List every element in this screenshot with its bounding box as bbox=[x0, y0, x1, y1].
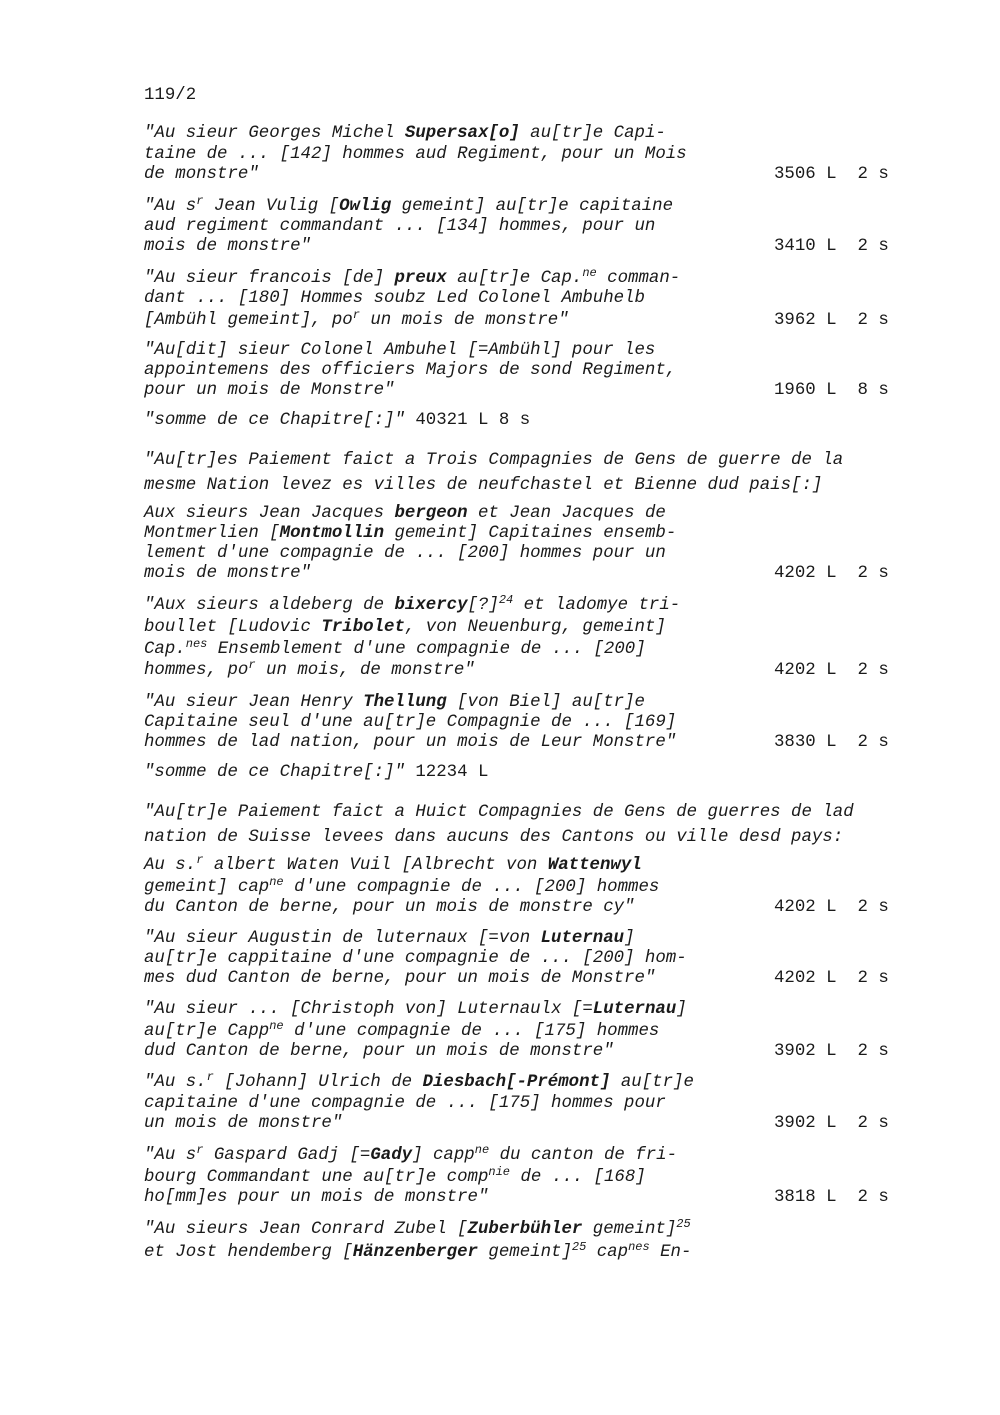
amount: 4202 L 2 s bbox=[774, 898, 889, 917]
text-line bbox=[144, 308, 569, 331]
text-segment: au[tr]e cappitaine d'une compagnie de ... [200] hom- bbox=[144, 949, 687, 968]
text-segment: Jean Vulig [ bbox=[203, 197, 340, 216]
amount: 4202 L 2 s bbox=[774, 564, 889, 583]
bold-name: Gady bbox=[370, 1146, 413, 1165]
text-segment: [?] bbox=[467, 596, 499, 615]
text-line bbox=[144, 828, 843, 848]
text-segment: au[tr]e Capi- bbox=[519, 124, 666, 143]
text-line bbox=[144, 1070, 694, 1093]
text-segment: taine de ... [142] hommes aud Regiment, pour un Mois bbox=[144, 145, 687, 164]
text-line bbox=[144, 875, 660, 898]
text-segment: mois de monstre" bbox=[144, 237, 311, 256]
text-line bbox=[144, 969, 655, 989]
bold-name: Luternau bbox=[540, 929, 625, 948]
text-segment: hommes, po bbox=[144, 661, 249, 680]
text-line bbox=[144, 637, 646, 660]
text-line bbox=[144, 733, 676, 753]
text-line bbox=[144, 1143, 678, 1166]
text-segment: , von Neuenburg, gemeint] bbox=[404, 618, 666, 637]
text-segment: "Au sieur Jean Henry bbox=[144, 693, 364, 712]
bold-name: Wattenwyl bbox=[547, 856, 642, 875]
superscript: 25 bbox=[571, 1240, 587, 1254]
text-segment: du canton de fri- bbox=[489, 1146, 678, 1165]
text-line bbox=[144, 1019, 660, 1042]
text-segment: dant ... [180] Hommes soubz Led Colonel Ambuhelb bbox=[144, 289, 645, 308]
text-segment: au[tr]e Cap. bbox=[446, 269, 583, 288]
text-segment: et Jost hendemberg [ bbox=[144, 1243, 353, 1262]
superscript: ne bbox=[582, 266, 597, 280]
chapter-sum bbox=[144, 763, 488, 783]
text-line bbox=[144, 1042, 614, 1062]
text-segment: Aux sieurs Jean Jacques bbox=[144, 504, 395, 523]
bold-name: Tribolet bbox=[321, 618, 405, 637]
text-segment: bourg Commandant une au[tr]e comp bbox=[144, 1168, 489, 1187]
text-segment: Capitaine seul d'une au[tr]e Compagnie de ... [169] bbox=[144, 713, 677, 732]
text-line bbox=[144, 476, 822, 496]
text-segment: En- bbox=[649, 1243, 692, 1262]
bold-name: Zuberbühler bbox=[467, 1220, 583, 1239]
text-line bbox=[144, 949, 687, 969]
text-line bbox=[144, 929, 635, 949]
text-line bbox=[144, 217, 655, 237]
text-line bbox=[144, 1114, 342, 1134]
text-line bbox=[144, 1240, 692, 1263]
text-segment: un mois de monstre" bbox=[359, 311, 569, 330]
text-segment: "Au sieurs Jean Conrard Zubel [ bbox=[144, 1220, 468, 1239]
text-segment: 12234 L bbox=[404, 763, 489, 782]
text-line bbox=[144, 713, 676, 733]
bold-name: Montmollin bbox=[279, 524, 385, 543]
text-line bbox=[144, 145, 687, 165]
text-segment: Cap. bbox=[144, 640, 186, 659]
text-line bbox=[144, 165, 259, 185]
text-segment: ] bbox=[624, 929, 635, 948]
text-segment: gemeint] Capitaines ensemb- bbox=[384, 524, 677, 543]
bold-name: preux bbox=[394, 269, 447, 288]
text-line bbox=[144, 1217, 691, 1240]
text-segment: "Au[dit] sieur Colonel Ambuhel [=Ambühl] pour les bbox=[144, 341, 656, 360]
text-line bbox=[144, 898, 635, 918]
text-segment: un mois de monstre" bbox=[144, 1114, 343, 1133]
text-segment: "Au s bbox=[144, 1146, 197, 1165]
text-segment: "Au[tr]es Paiement faict a Trois Compagnies de Gens de guerre de la bbox=[144, 451, 844, 470]
superscript: 25 bbox=[676, 1217, 691, 1231]
bold-name: bixercy bbox=[394, 596, 468, 615]
text-segment: de monstre" bbox=[144, 165, 259, 184]
bold-name: bergeon bbox=[394, 504, 468, 523]
text-segment: "Au s bbox=[144, 197, 197, 216]
text-segment: "Au sieur Georges Michel bbox=[144, 124, 405, 143]
superscript: ne bbox=[269, 875, 284, 889]
text-line bbox=[144, 658, 475, 681]
superscript: nie bbox=[488, 1165, 511, 1179]
text-segment: "Aux sieurs aldeberg de bbox=[144, 596, 395, 615]
amount: 3506 L 2 s bbox=[774, 165, 889, 184]
text-segment: et Jean Jacques de bbox=[467, 504, 666, 523]
text-segment: gemeint] bbox=[477, 1243, 572, 1262]
text-segment: gemeint] cap bbox=[144, 878, 270, 897]
text-segment: Montmerlien [ bbox=[144, 524, 280, 543]
amount: 3818 L 2 s bbox=[774, 1188, 889, 1207]
superscript: ne bbox=[269, 1019, 284, 1033]
superscript: r bbox=[248, 658, 256, 672]
text-line bbox=[144, 266, 681, 289]
text-segment: appointemens des officiers Majors de sond Regiment, bbox=[144, 361, 677, 380]
text-line bbox=[144, 1165, 646, 1188]
text-segment: mois de monstre" bbox=[144, 564, 311, 583]
text-segment: mes dud Canton de berne, pour un mois de Monstre" bbox=[144, 969, 656, 988]
bold-name: Hänzenberger bbox=[352, 1243, 478, 1262]
text-segment: un mois, de monstre" bbox=[255, 661, 475, 680]
text-segment: hommes de lad nation, pour un mois de Leur Monstre" bbox=[144, 733, 677, 752]
text-segment: albert Waten Vuil [Albrecht von bbox=[203, 856, 548, 875]
text-segment: capitaine d'une compagnie de ... [175] hommes pour bbox=[144, 1094, 666, 1113]
superscript: r bbox=[206, 1070, 214, 1084]
superscript: r bbox=[352, 308, 360, 322]
text-line bbox=[144, 194, 674, 217]
text-line bbox=[144, 853, 642, 876]
text-segment: pour un mois de Monstre" bbox=[144, 381, 395, 400]
text-line bbox=[144, 1000, 687, 1020]
text-segment: de ... [168] bbox=[510, 1168, 646, 1187]
text-segment: lement d'une compagnie de ... [200] hommes pour un bbox=[144, 544, 666, 563]
text-line bbox=[144, 124, 666, 144]
superscript: r bbox=[196, 853, 204, 867]
text-segment: Ensemblement d'une compagnie de ... [200] bbox=[207, 640, 646, 659]
text-line bbox=[144, 237, 311, 257]
text-segment: 40321 L 8 s bbox=[404, 411, 531, 430]
text-segment: [Ambühl gemeint], po bbox=[144, 311, 353, 330]
page-number: 119/2 bbox=[144, 86, 197, 105]
amount: 3830 L 2 s bbox=[774, 733, 889, 752]
amount: 1960 L 8 s bbox=[774, 381, 889, 400]
amount: 3962 L 2 s bbox=[774, 311, 889, 330]
amount: 3410 L 2 s bbox=[774, 237, 889, 256]
text-segment: cap bbox=[586, 1243, 629, 1262]
superscript: r bbox=[196, 1143, 204, 1157]
bold-name: Diesbach[-Prémont] bbox=[422, 1073, 611, 1092]
text-segment: comman- bbox=[596, 269, 681, 288]
text-segment: boullet [Ludovic bbox=[144, 618, 322, 637]
text-line bbox=[144, 1094, 666, 1114]
text-segment: "Au[tr]e Paiement faict a Huict Compagnies de Gens de guerres de lad bbox=[144, 803, 854, 822]
text-segment: "Au sieur ... [Christoph von] Luternaulx [= bbox=[144, 1000, 593, 1019]
chapter-sum bbox=[144, 411, 530, 431]
superscript: 24 bbox=[498, 593, 514, 607]
amount: 4202 L 2 s bbox=[774, 661, 889, 680]
text-segment: nation de Suisse levees dans aucuns des Cantons ou ville desd pays: bbox=[144, 828, 844, 847]
text-line bbox=[144, 1188, 488, 1208]
text-line bbox=[144, 618, 666, 638]
bold-name: Luternau bbox=[592, 1000, 677, 1019]
text-segment: "Au sieur francois [de] bbox=[144, 269, 395, 288]
text-segment: "Au sieur Augustin de luternaux [=von bbox=[144, 929, 541, 948]
text-segment: "somme de ce Chapitre[:]" bbox=[144, 411, 405, 430]
text-segment: gemeint] bbox=[582, 1220, 677, 1239]
text-segment: et ladomye tri- bbox=[513, 596, 681, 615]
text-line bbox=[144, 544, 666, 564]
text-segment: ] bbox=[676, 1000, 687, 1019]
text-line bbox=[144, 564, 311, 584]
text-line bbox=[144, 803, 854, 823]
amount: 4202 L 2 s bbox=[774, 969, 889, 988]
amount: 3902 L 2 s bbox=[774, 1042, 889, 1061]
text-line bbox=[144, 693, 645, 713]
text-segment: ho[mm]es pour un mois de monstre" bbox=[144, 1188, 489, 1207]
text-segment: ] capp bbox=[412, 1146, 475, 1165]
text-line bbox=[144, 381, 394, 401]
text-line bbox=[144, 451, 843, 471]
text-line bbox=[144, 361, 676, 381]
text-segment: aud regiment commandant ... [134] hommes, pour un bbox=[144, 217, 656, 236]
text-line bbox=[144, 504, 666, 524]
text-line bbox=[144, 341, 655, 361]
text-segment: au[tr]e Capp bbox=[144, 1022, 270, 1041]
superscript: ne bbox=[474, 1143, 490, 1157]
text-line bbox=[144, 593, 681, 616]
text-segment: du Canton de berne, pour un mois de monstre cy" bbox=[144, 898, 635, 917]
superscript: r bbox=[196, 194, 204, 208]
text-segment: Gaspard Gadj [= bbox=[203, 1146, 371, 1165]
text-segment: gemeint] au[tr]e capitaine bbox=[391, 197, 674, 216]
amount: 3902 L 2 s bbox=[774, 1114, 889, 1133]
text-segment: dud Canton de berne, pour un mois de monstre" bbox=[144, 1042, 614, 1061]
bold-name: Thellung bbox=[363, 693, 447, 712]
superscript: nes bbox=[628, 1240, 650, 1254]
text-line bbox=[144, 524, 676, 544]
text-segment: mesme Nation levez es villes de neufchastel et Bienne dud pais[:] bbox=[144, 476, 823, 495]
text-line bbox=[144, 289, 645, 309]
text-segment: "somme de ce Chapitre[:]" bbox=[144, 763, 405, 782]
bold-name: Owlig bbox=[339, 197, 392, 216]
text-segment: d'une compagnie de ... [200] hommes bbox=[283, 878, 660, 897]
text-segment: d'une compagnie de ... [175] hommes bbox=[283, 1022, 660, 1041]
superscript: nes bbox=[185, 637, 208, 651]
text-segment: "Au s. bbox=[144, 1073, 207, 1092]
bold-name: Supersax[o] bbox=[404, 124, 520, 143]
text-segment: [Johann] Ulrich de bbox=[213, 1073, 423, 1092]
text-segment: Au s. bbox=[144, 856, 197, 875]
text-segment: [von Biel] au[tr]e bbox=[446, 693, 645, 712]
text-segment: au[tr]e bbox=[610, 1073, 694, 1092]
